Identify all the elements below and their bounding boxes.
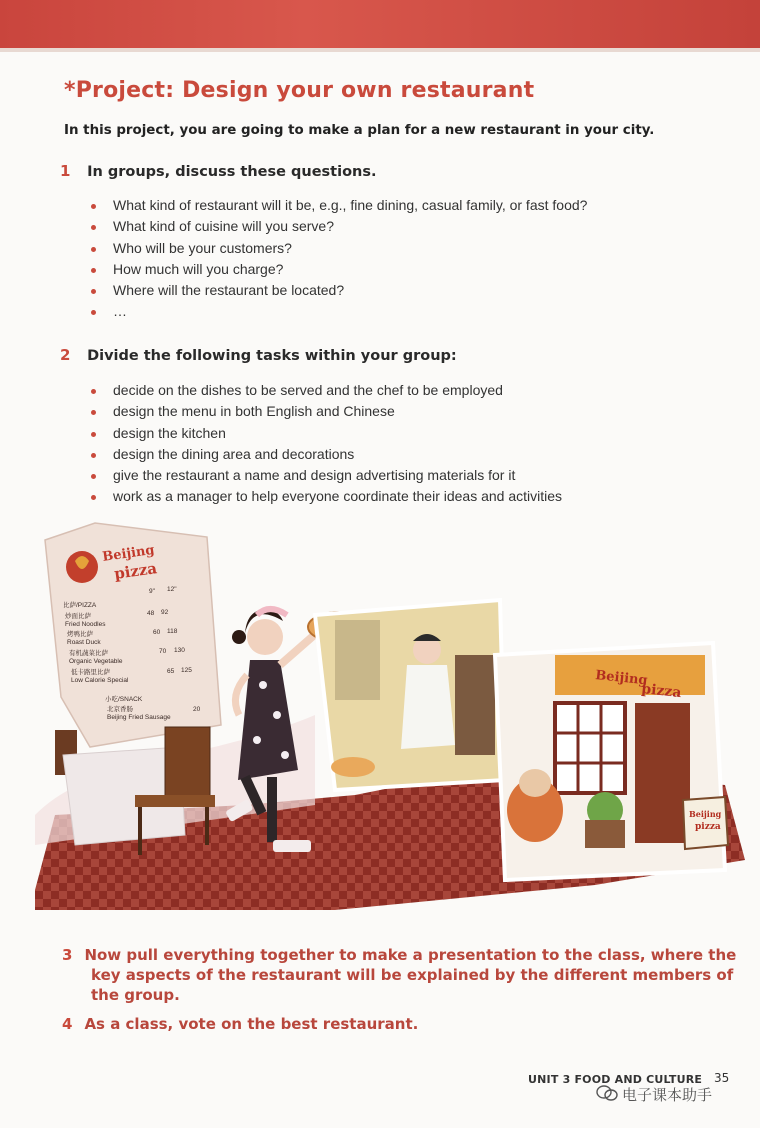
list-item: design the kitchen bbox=[88, 423, 562, 444]
step-4 bbox=[62, 1014, 418, 1034]
step-3-line: key aspects of the restaurant will be explained by the different members of bbox=[91, 966, 734, 984]
menu-item-en: Fried Noodles bbox=[65, 621, 106, 628]
list-item: … bbox=[88, 301, 587, 322]
menu-snack-cn: 北京香肠 bbox=[107, 706, 133, 713]
menu-brand-1: Beijing bbox=[101, 542, 156, 565]
menu-item-cn: 有机蔬菜比萨 bbox=[69, 650, 108, 657]
size-12: 12" bbox=[167, 586, 177, 593]
page-title: *Project: Design your own restaurant bbox=[64, 78, 535, 103]
page-number: 35 bbox=[714, 1071, 730, 1085]
step-4-number: 4 bbox=[62, 1015, 73, 1033]
menu-item-cn: 低卡路里比萨 bbox=[71, 669, 110, 676]
menu-snack-price: 20 bbox=[193, 706, 201, 713]
watermark bbox=[596, 1084, 712, 1105]
storefront-scene bbox=[495, 643, 728, 880]
restaurant-illustration bbox=[35, 515, 760, 910]
step-4-line: As a class, vote on the best restaurant. bbox=[84, 1015, 419, 1033]
menu-price: 125 bbox=[181, 667, 192, 674]
menu-item-en: Low Calorie Special bbox=[71, 677, 129, 684]
menu-item-en: Roast Duck bbox=[67, 639, 101, 646]
menu-snack-header: 小吃/SNACK bbox=[105, 696, 143, 703]
menu-price: 65 bbox=[167, 668, 175, 675]
store-sign-1: Beijing bbox=[594, 668, 649, 689]
board-sign-2: pizza bbox=[695, 822, 721, 832]
menu-item-cn: 炒面比萨 bbox=[65, 613, 91, 620]
list-item: design the menu in both English and Chinese bbox=[88, 401, 562, 422]
footer-unit: UNIT 3 FOOD AND CULTURE bbox=[528, 1073, 703, 1086]
menu-item-en: Organic Vegetable bbox=[69, 658, 123, 665]
list-item: give the restaurant a name and design advertising materials for it bbox=[88, 465, 562, 486]
board-sign-1: Beijing bbox=[689, 809, 722, 819]
watermark-text: 电子课本助手 bbox=[622, 1086, 713, 1104]
list-item: decide on the dishes to be served and the chef to be employed bbox=[88, 380, 562, 401]
list-item: Where will the restaurant be located? bbox=[88, 280, 587, 301]
section-1-list bbox=[88, 195, 587, 323]
section-2-number: 2 bbox=[60, 346, 71, 364]
store-sign-2: pizza bbox=[640, 681, 683, 702]
step-3-line: the group. bbox=[91, 986, 180, 1004]
menu-item-cn: 烤鸭比萨 bbox=[67, 631, 93, 638]
step-3-line: Now pull everything together to make a presentation to the class, where the bbox=[84, 946, 737, 964]
list-item: Who will be your customers? bbox=[88, 238, 587, 259]
menu-price: 118 bbox=[167, 628, 178, 635]
menu-snack-en: Beijing Fried Sausage bbox=[107, 714, 171, 721]
menu-pizza-header: 比萨/PIZZA bbox=[63, 602, 97, 609]
list-item: work as a manager to help everyone coordinate their ideas and activities bbox=[88, 486, 562, 507]
section-1-title: In groups, discuss these questions. bbox=[87, 164, 377, 180]
menu-price: 92 bbox=[161, 609, 169, 616]
intro-text: In this project, you are going to make a plan for a new restaurant in your city. bbox=[64, 123, 655, 138]
list-item: What kind of cuisine will you serve? bbox=[88, 216, 587, 237]
menu-price: 130 bbox=[174, 647, 185, 654]
step-3 bbox=[62, 945, 736, 1005]
section-2-heading bbox=[60, 346, 457, 364]
step-3-number: 3 bbox=[62, 946, 73, 964]
section-1-number: 1 bbox=[60, 162, 71, 180]
kitchen-scene bbox=[315, 600, 505, 790]
list-item: What kind of restaurant will it be, e.g., fine dining, casual family, or fast food? bbox=[88, 195, 587, 216]
menu-brand-2: pizza bbox=[113, 559, 159, 583]
section-1-heading bbox=[60, 162, 377, 180]
section-2-title: Divide the following tasks within your group: bbox=[87, 348, 457, 364]
header-band bbox=[0, 0, 760, 48]
menu-price: 60 bbox=[153, 629, 161, 636]
menu-price: 70 bbox=[159, 648, 167, 655]
menu-board bbox=[45, 523, 221, 747]
wechat-icon bbox=[596, 1085, 618, 1105]
size-9: 9" bbox=[149, 588, 155, 595]
menu-price: 48 bbox=[147, 610, 155, 617]
section-2-list bbox=[88, 380, 562, 508]
list-item: design the dining area and decorations bbox=[88, 444, 562, 465]
list-item: How much will you charge? bbox=[88, 259, 587, 280]
